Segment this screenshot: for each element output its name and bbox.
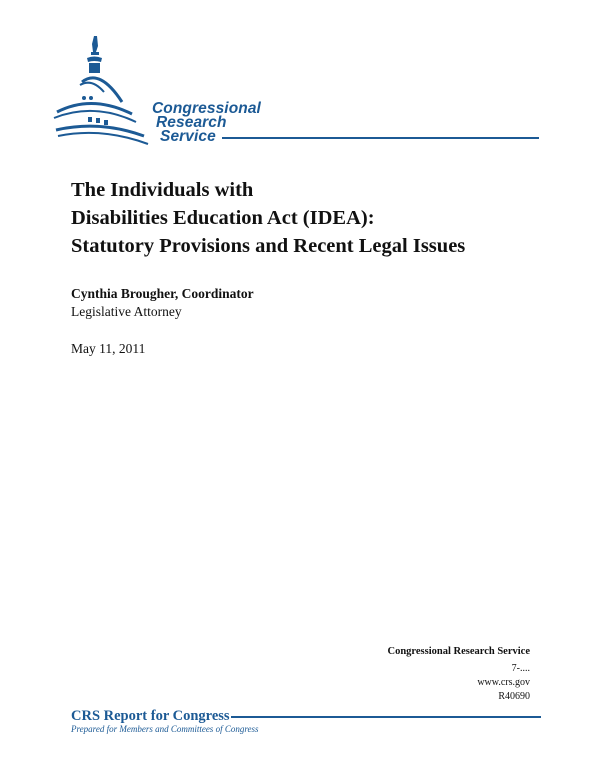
- logo-line-1: Congressional: [152, 100, 261, 117]
- logo-line-2: Research: [156, 114, 227, 131]
- logo-line-3: Service: [160, 128, 216, 145]
- publisher-block: [387, 645, 530, 704]
- report-title: [71, 176, 465, 260]
- crs-logo: [52, 32, 282, 150]
- report-number: R40690: [498, 691, 530, 702]
- publisher-code: 7-....: [511, 663, 530, 674]
- footer-divider: [231, 716, 541, 718]
- header-divider: [222, 137, 539, 139]
- title-line-2: Disabilities Education Act (IDEA):: [71, 207, 375, 229]
- footer-title: CRS Report for Congress: [71, 708, 230, 724]
- title-line-1: The Individuals with: [71, 179, 254, 201]
- capitol-dome-icon: [52, 32, 152, 150]
- publisher-org: Congressional Research Service: [387, 646, 530, 657]
- report-date: May 11, 2011: [71, 341, 146, 356]
- title-line-3: Statutory Provisions and Recent Legal Issues: [71, 235, 466, 257]
- publisher-url: www.crs.gov: [477, 677, 530, 688]
- author-name: Cynthia Brougher, Coordinator: [71, 286, 254, 301]
- author-role: Legislative Attorney: [71, 304, 182, 319]
- footer-subtitle: Prepared for Members and Committees of Congress: [71, 724, 259, 734]
